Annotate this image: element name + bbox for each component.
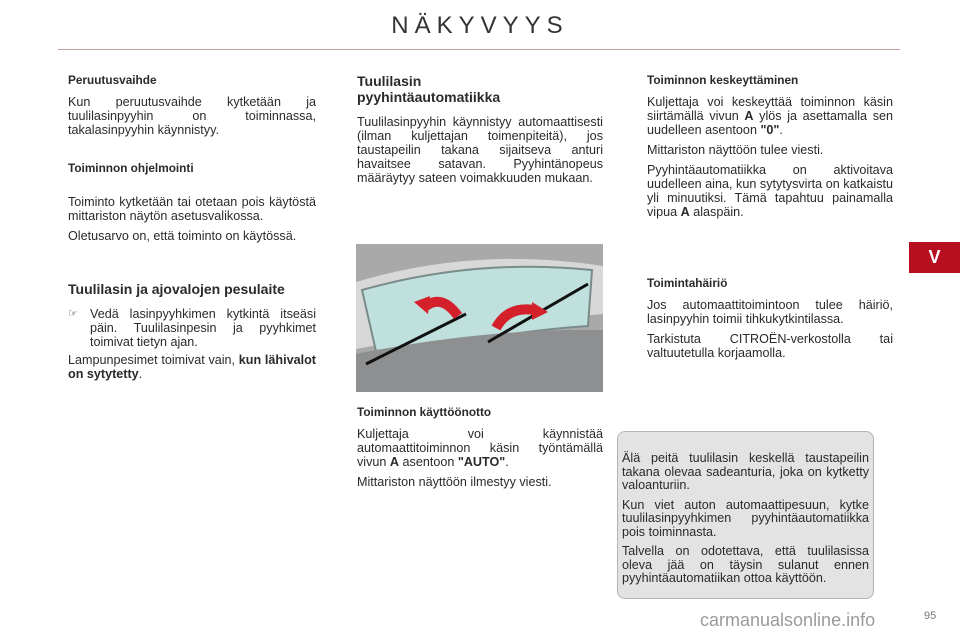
headlamp-washer-text: Lampunpesimet toimivat vain, kun lähivalot on sytytetty.	[68, 353, 316, 381]
washer-heading: Tuulilasin ja ajovalojen pesulaite	[68, 281, 285, 297]
column-right-lower	[647, 276, 893, 366]
page-number: 95	[924, 610, 937, 622]
stop-text: Kuljettaja voi keskeyttää toiminnon käsin siirtämällä vivun A ylös ja asettamalla sen uudelleen asentoon "0".	[647, 95, 893, 137]
chapter-tab[interactable]: V	[909, 242, 960, 273]
column-left	[68, 73, 316, 387]
activation-heading: Toiminnon käyttöönotto	[357, 405, 492, 419]
stop-message: Mittariston näyttöön tulee viesti.	[647, 143, 824, 157]
watermark: carmanualsonline.info	[700, 610, 876, 630]
column-middle	[357, 73, 603, 191]
reverse-gear-heading: Peruutusvaihde	[68, 73, 157, 87]
programming-text-1: Toiminto kytketään tai otetaan pois käytöstä mittariston näytön asetusvalikossa.	[68, 195, 316, 223]
page-title: NÄKYVYYS	[391, 12, 569, 39]
note-text-2: Kun viet auton automaattipesuun, kytke tuulilasinpyyhkimen pyyhintäautomatiikka pois toiminnasta.	[622, 497, 869, 539]
windscreen-illustration	[356, 244, 603, 392]
washer-bullet-text: Vedä lasinpyyhkimen kytkintä itseäsi päin. Tuulilasinpesin ja pyyhkimet toimivat tietyn ajan.	[90, 307, 316, 349]
fault-text-1: Jos automaattitoimintoon tulee häiriö, lasinpyyhin toimii tihkukytkintilassa.	[647, 298, 893, 326]
fault-text-2: Tarkistuta CITROËN-verkostolla tai valtuutetulla korjaamolla.	[647, 332, 893, 360]
hand-pointer-icon: ☞	[68, 308, 78, 320]
programming-text-2: Oletusarvo on, että toiminto on käytössä.	[68, 229, 297, 243]
fault-heading: Toimintahäiriö	[647, 276, 728, 290]
column-middle-lower	[357, 405, 603, 495]
title-divider	[58, 49, 900, 50]
activation-message: Mittariston näyttöön ilmestyy viesti.	[357, 475, 552, 489]
warning-note-box	[617, 431, 874, 599]
column-right	[647, 73, 893, 225]
note-text-1: Älä peitä tuulilasin keskellä taustapeilin takana olevaa sadeanturia, joka on kytketty valoanturiin.	[622, 451, 869, 492]
auto-wipe-intro: Tuulilasinpyyhin käynnistyy automaattisesti (ilman kuljettajan toimenpiteitä), jos taustapeilin takana sijaitseva anturi havaitsee satavan. Pyyhintänopeus määräytyy sateen voimakkuuden mukaan.	[357, 115, 603, 185]
stop-reactivate-text: Pyyhintäautomatiikka on aktivoitava uudelleen aina, kun sytytysvirta on katkaistu yli minuutiksi. Tämä tapahtuu painamalla vipua A alaspäin.	[647, 163, 893, 219]
reverse-gear-text: Kun peruutusvaihde kytketään ja tuulilasinpyyhin on toiminnassa, takalasinpyyhin käynnistyy.	[68, 95, 316, 137]
activation-text: Kuljettaja voi käynnistää automaattitoiminnon käsin työntämällä vivun A asentoon "AUTO".	[357, 427, 603, 469]
auto-wipe-heading: Tuulilasin pyyhintäautomatiikka	[357, 73, 501, 105]
note-text-3: Talvella on odotettava, että tuulilasissa oleva jää on täysin sulanut ennen pyyhintäautomatiikan ottoa käyttöön.	[622, 544, 869, 585]
stop-heading: Toiminnon keskeyttäminen	[647, 73, 799, 87]
washer-bullet	[68, 307, 316, 349]
programming-heading: Toiminnon ohjelmointi	[68, 161, 194, 175]
